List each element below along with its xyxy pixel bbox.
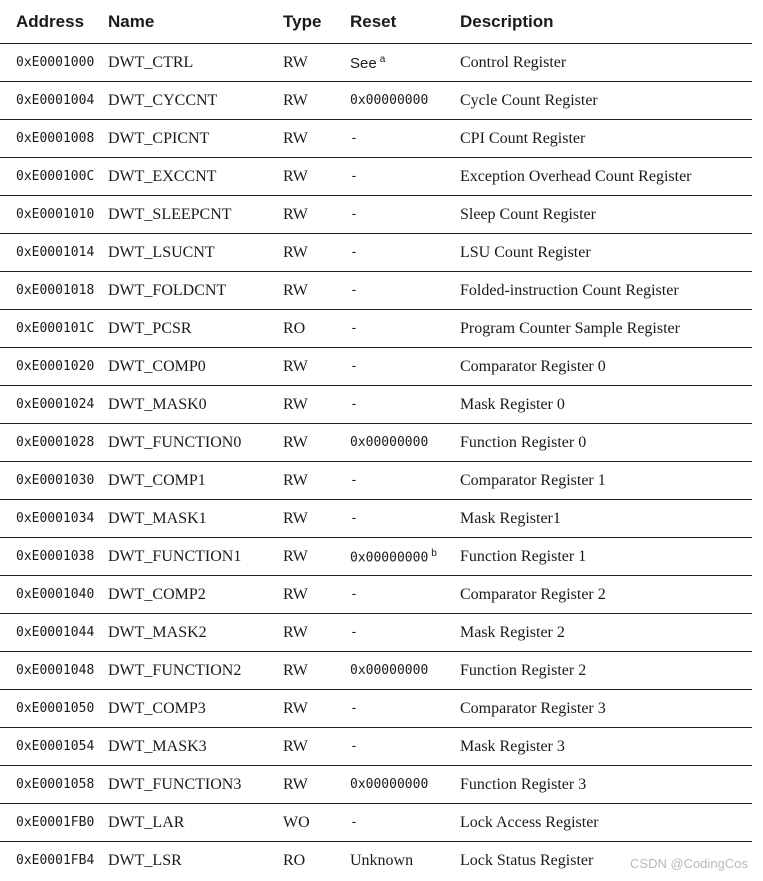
reset-cell bbox=[350, 500, 460, 538]
reset-value: - bbox=[350, 359, 358, 374]
reset-value: - bbox=[350, 625, 358, 640]
reset-cell bbox=[350, 234, 460, 272]
name-cell: DWT_MASK1 bbox=[108, 500, 283, 538]
name-cell: DWT_CYCCNT bbox=[108, 82, 283, 120]
reset-value: 0x00000000 bbox=[350, 93, 429, 108]
reset-value: - bbox=[350, 587, 358, 602]
reset-value: 0x00000000 bbox=[350, 550, 429, 566]
address-cell: 0xE0001010 bbox=[0, 196, 108, 234]
address-cell: 0xE0001000 bbox=[0, 44, 108, 82]
address-cell: 0xE0001034 bbox=[0, 500, 108, 538]
name-cell: DWT_LSR bbox=[108, 851, 182, 869]
reset-cell bbox=[350, 348, 460, 386]
table-row bbox=[0, 462, 752, 500]
type-cell: RW bbox=[283, 690, 350, 728]
description-cell: Cycle Count Register bbox=[460, 82, 752, 120]
reset-value: - bbox=[350, 131, 358, 146]
name-cell: DWT_COMP2 bbox=[108, 576, 283, 614]
type-cell: RW bbox=[283, 538, 350, 576]
address-cell: 0xE0001024 bbox=[0, 386, 108, 424]
table-row bbox=[0, 386, 752, 424]
reset-value: See bbox=[350, 54, 377, 72]
table-row bbox=[0, 196, 752, 234]
type-cell: RW bbox=[283, 196, 350, 234]
address-cell: 0xE0001040 bbox=[0, 576, 108, 614]
reset-value: 0x00000000 bbox=[350, 663, 429, 678]
type-cell: RW bbox=[283, 386, 350, 424]
header-name: Name bbox=[108, 0, 283, 44]
description-cell: LSU Count Register bbox=[460, 234, 752, 272]
address-cell: 0xE000101C bbox=[0, 310, 108, 348]
type-cell: RW bbox=[283, 44, 350, 82]
name-cell: DWT_LAR bbox=[108, 804, 283, 842]
description-cell: Function Register 1 bbox=[460, 538, 752, 576]
address-cell: 0xE0001018 bbox=[0, 272, 108, 310]
type-cell: WO bbox=[283, 804, 350, 842]
table-row bbox=[0, 538, 752, 576]
reset-cell bbox=[350, 310, 460, 348]
name-cell: DWT_FUNCTION3 bbox=[108, 766, 283, 804]
type-cell: RW bbox=[283, 158, 350, 196]
type-cell: RO bbox=[283, 310, 350, 348]
address-cell: 0xE0001008 bbox=[0, 120, 108, 158]
reset-cell bbox=[350, 842, 460, 880]
description-cell: Sleep Count Register bbox=[460, 196, 752, 234]
type-cell: RW bbox=[283, 462, 350, 500]
reset-cell bbox=[350, 538, 460, 576]
table-row bbox=[0, 158, 752, 196]
address-cell: 0xE0001028 bbox=[0, 424, 108, 462]
description-cell: Program Counter Sample Register bbox=[460, 310, 752, 348]
reset-cell bbox=[350, 804, 460, 842]
address-cell: 0xE0001050 bbox=[0, 690, 108, 728]
address-cell: 0xE0001048 bbox=[0, 652, 108, 690]
reset-cell bbox=[350, 158, 460, 196]
description-cell: Mask Register 3 bbox=[460, 728, 752, 766]
address-cell: 0xE0001030 bbox=[0, 462, 108, 500]
address-cell: 0xE0001058 bbox=[0, 766, 108, 804]
type-cell: RW bbox=[283, 766, 350, 804]
description-cell: Function Register 0 bbox=[460, 424, 752, 462]
reset-value: 0x00000000 bbox=[350, 435, 429, 450]
reset-cell bbox=[350, 44, 460, 82]
type-cell: RW bbox=[283, 728, 350, 766]
reset-value: - bbox=[350, 815, 358, 830]
table-row bbox=[0, 652, 752, 690]
address-cell: 0xE0001FB4 bbox=[16, 853, 95, 868]
reset-cell bbox=[350, 196, 460, 234]
type-cell: RW bbox=[283, 82, 350, 120]
description-cell: Exception Overhead Count Register bbox=[460, 158, 752, 196]
address-cell: 0xE0001020 bbox=[0, 348, 108, 386]
table-row bbox=[0, 614, 752, 652]
table-row bbox=[0, 690, 752, 728]
reset-cell bbox=[350, 424, 460, 462]
description-cell: Mask Register 2 bbox=[460, 614, 752, 652]
reset-cell bbox=[350, 272, 460, 310]
reset-value: - bbox=[350, 169, 358, 184]
reset-cell bbox=[350, 652, 460, 690]
table-row bbox=[0, 576, 752, 614]
type-cell: RW bbox=[283, 234, 350, 272]
reset-cell bbox=[350, 728, 460, 766]
type-cell: RW bbox=[283, 424, 350, 462]
table-row bbox=[0, 234, 752, 272]
table-row bbox=[0, 120, 752, 158]
address-cell: 0xE0001044 bbox=[0, 614, 108, 652]
address-cell: 0xE0001054 bbox=[0, 728, 108, 766]
type-cell: RW bbox=[283, 652, 350, 690]
table-row bbox=[0, 272, 752, 310]
table-row bbox=[0, 44, 752, 82]
address-cell: 0xE0001038 bbox=[0, 538, 108, 576]
address-cell: 0xE0001FB0 bbox=[0, 804, 108, 842]
reset-value: - bbox=[350, 207, 358, 222]
name-cell: DWT_PCSR bbox=[108, 310, 283, 348]
reset-value: - bbox=[350, 245, 358, 260]
reset-cell bbox=[350, 614, 460, 652]
description-cell: Comparator Register 1 bbox=[460, 462, 752, 500]
type-cell: RO bbox=[283, 851, 306, 869]
reset-cell bbox=[350, 386, 460, 424]
reset-cell bbox=[350, 82, 460, 120]
name-cell: DWT_COMP3 bbox=[108, 690, 283, 728]
header-type: Type bbox=[283, 0, 350, 44]
header-description: Description bbox=[460, 0, 752, 44]
description-cell: Comparator Register 0 bbox=[460, 348, 752, 386]
description-cell: Lock Access Register bbox=[460, 804, 752, 842]
name-cell: DWT_COMP0 bbox=[108, 348, 283, 386]
name-cell: DWT_MASK0 bbox=[108, 386, 283, 424]
type-cell: RW bbox=[283, 272, 350, 310]
name-cell: DWT_FUNCTION1 bbox=[108, 538, 283, 576]
table-row bbox=[0, 348, 752, 386]
reset-value: - bbox=[350, 701, 358, 716]
type-cell: RW bbox=[283, 500, 350, 538]
reset-value: - bbox=[350, 321, 358, 336]
address-cell: 0xE0001014 bbox=[0, 234, 108, 272]
reset-value: - bbox=[350, 397, 358, 412]
name-cell: DWT_EXCCNT bbox=[108, 158, 283, 196]
reset-value: 0x00000000 bbox=[350, 777, 429, 792]
reset-cell bbox=[350, 690, 460, 728]
address-cell: 0xE000100C bbox=[0, 158, 108, 196]
table-row bbox=[0, 500, 752, 538]
reset-cell bbox=[350, 462, 460, 500]
footnote-marker: b bbox=[431, 547, 437, 559]
header-row bbox=[0, 0, 752, 44]
description-cell: Comparator Register 3 bbox=[460, 690, 752, 728]
description-cell: Mask Register 0 bbox=[460, 386, 752, 424]
header-reset: Reset bbox=[350, 0, 460, 44]
description-cell: Function Register 2 bbox=[460, 652, 752, 690]
reset-value: Unknown bbox=[350, 851, 414, 869]
description-cell: Mask Register1 bbox=[460, 500, 752, 538]
table-row bbox=[0, 728, 752, 766]
register-table-body bbox=[0, 44, 752, 880]
reset-cell bbox=[350, 576, 460, 614]
description-cell: Comparator Register 2 bbox=[460, 576, 752, 614]
name-cell: DWT_LSUCNT bbox=[108, 234, 283, 272]
table-row bbox=[0, 424, 752, 462]
type-cell: RW bbox=[283, 614, 350, 652]
address-cell: 0xE0001004 bbox=[0, 82, 108, 120]
type-cell: RW bbox=[283, 348, 350, 386]
description-cell: CPI Count Register bbox=[460, 120, 752, 158]
header-address: Address bbox=[0, 0, 108, 44]
description-cell: Folded-instruction Count Register bbox=[460, 272, 752, 310]
name-cell: DWT_CPICNT bbox=[108, 120, 283, 158]
reset-cell bbox=[350, 766, 460, 804]
name-cell: DWT_SLEEPCNT bbox=[108, 196, 283, 234]
name-cell: DWT_FUNCTION2 bbox=[108, 652, 283, 690]
type-cell: RW bbox=[283, 576, 350, 614]
footnote-marker: a bbox=[379, 53, 386, 65]
table-row bbox=[0, 310, 752, 348]
name-cell: DWT_MASK3 bbox=[108, 728, 283, 766]
description-cell: Lock Status Register bbox=[460, 851, 594, 869]
name-cell: DWT_COMP1 bbox=[108, 462, 283, 500]
name-cell: DWT_MASK2 bbox=[108, 614, 283, 652]
description-cell: Function Register 3 bbox=[460, 766, 752, 804]
watermark: CSDN @CodingCos bbox=[630, 856, 748, 871]
table-row bbox=[0, 82, 752, 120]
type-cell: RW bbox=[283, 120, 350, 158]
reset-cell bbox=[350, 120, 460, 158]
name-cell: DWT_CTRL bbox=[108, 44, 283, 82]
name-cell: DWT_FUNCTION0 bbox=[108, 424, 283, 462]
reset-value: - bbox=[350, 473, 358, 488]
table-row bbox=[0, 766, 752, 804]
description-cell: Control Register bbox=[460, 44, 752, 82]
reset-value: - bbox=[350, 511, 358, 526]
reset-value: - bbox=[350, 739, 358, 754]
reset-value: - bbox=[350, 283, 358, 298]
table-row bbox=[0, 804, 752, 842]
name-cell: DWT_FOLDCNT bbox=[108, 272, 283, 310]
